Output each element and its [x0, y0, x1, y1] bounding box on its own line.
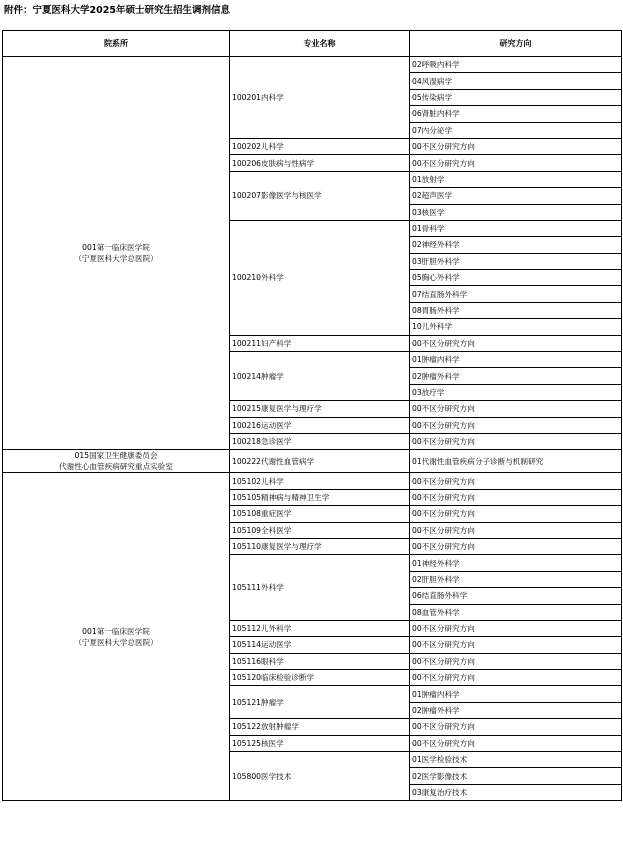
department-name-line: 代谢性心血管疾病研究重点实验室 — [59, 462, 173, 472]
major-cell: 100206皮肤病与性病学 — [230, 155, 410, 171]
major-cell: 100202儿科学 — [230, 138, 410, 154]
direction-cell: 03核医学 — [410, 204, 622, 220]
header-major: 专业名称 — [230, 31, 410, 57]
adjustment-table — [2, 30, 622, 801]
direction-cell: 10儿外科学 — [410, 319, 622, 335]
direction-cell: 07内分泌学 — [410, 122, 622, 138]
direction-cell: 02肿瘤外科学 — [410, 368, 622, 384]
direction-cell: 00不区分研究方向 — [410, 335, 622, 351]
direction-cell: 01肿瘤内科学 — [410, 686, 622, 702]
header-direction: 研究方向 — [410, 31, 622, 57]
major-cell: 100222代谢性血管病学 — [230, 450, 410, 473]
major-cell: 105105精神病与精神卫生学 — [230, 489, 410, 505]
direction-cell: 00不区分研究方向 — [410, 538, 622, 554]
direction-cell: 00不区分研究方向 — [410, 155, 622, 171]
major-cell: 105114运动医学 — [230, 637, 410, 653]
direction-cell: 01放射学 — [410, 171, 622, 187]
major-cell: 100214肿瘤学 — [230, 352, 410, 401]
table-row — [3, 473, 622, 489]
direction-cell: 05传染病学 — [410, 89, 622, 105]
direction-cell: 00不区分研究方向 — [410, 653, 622, 669]
direction-cell: 02呼吸内科学 — [410, 57, 622, 73]
department-name-line: 001第一临床医学院 — [82, 243, 150, 253]
direction-cell: 00不区分研究方向 — [410, 637, 622, 653]
direction-cell: 01医学检验技术 — [410, 752, 622, 768]
major-cell: 105111外科学 — [230, 555, 410, 621]
department-name-line: （宁夏医科大学总医院） — [74, 254, 158, 264]
direction-cell: 01骨科学 — [410, 220, 622, 236]
direction-cell: 00不区分研究方向 — [410, 735, 622, 751]
direction-cell: 01代谢性血管疾病分子诊断与机制研究 — [410, 450, 622, 473]
direction-cell: 04风湿病学 — [410, 73, 622, 89]
page-title: 附件：宁夏医科大学2025年硕士研究生招生调剂信息 — [4, 5, 230, 16]
direction-cell: 00不区分研究方向 — [410, 401, 622, 417]
direction-cell: 03放疗学 — [410, 384, 622, 400]
department-cell — [3, 450, 230, 473]
major-cell: 100211妇产科学 — [230, 335, 410, 351]
department-cell — [3, 57, 230, 450]
major-cell: 105800医学技术 — [230, 752, 410, 801]
table-row — [3, 450, 622, 473]
major-cell: 105120临床检验诊断学 — [230, 670, 410, 686]
direction-cell: 05胸心外科学 — [410, 270, 622, 286]
direction-cell: 01神经外科学 — [410, 555, 622, 571]
direction-cell: 03康复治疗技术 — [410, 784, 622, 800]
direction-cell: 06结直肠外科学 — [410, 588, 622, 604]
table-header-row — [3, 31, 622, 57]
direction-cell: 07结直肠外科学 — [410, 286, 622, 302]
direction-cell: 00不区分研究方向 — [410, 473, 622, 489]
direction-cell: 02医学影像技术 — [410, 768, 622, 784]
direction-cell: 03肝胆外科学 — [410, 253, 622, 269]
direction-cell: 02神经外科学 — [410, 237, 622, 253]
major-cell: 100218急诊医学 — [230, 433, 410, 449]
department-name-line: （宁夏医科大学总医院） — [74, 637, 158, 647]
direction-cell: 02超声医学 — [410, 188, 622, 204]
direction-cell: 00不区分研究方向 — [410, 506, 622, 522]
header-department: 院系所 — [3, 31, 230, 57]
major-cell: 105116眼科学 — [230, 653, 410, 669]
major-cell: 100201内科学 — [230, 57, 410, 139]
direction-cell: 00不区分研究方向 — [410, 138, 622, 154]
major-cell: 100216运动医学 — [230, 417, 410, 433]
direction-cell: 08胃肠外科学 — [410, 302, 622, 318]
major-cell: 105122放射肿瘤学 — [230, 719, 410, 735]
department-name-line: 001第一临床医学院 — [82, 626, 150, 636]
direction-cell: 00不区分研究方向 — [410, 620, 622, 636]
direction-cell: 02肿瘤外科学 — [410, 702, 622, 718]
direction-cell: 00不区分研究方向 — [410, 433, 622, 449]
major-cell: 100215康复医学与理疗学 — [230, 401, 410, 417]
direction-cell: 02肝胆外科学 — [410, 571, 622, 587]
major-cell: 105125核医学 — [230, 735, 410, 751]
table-row — [3, 57, 622, 73]
major-cell: 105109全科医学 — [230, 522, 410, 538]
direction-cell: 00不区分研究方向 — [410, 417, 622, 433]
direction-cell: 00不区分研究方向 — [410, 670, 622, 686]
direction-cell: 00不区分研究方向 — [410, 719, 622, 735]
direction-cell: 08血管外科学 — [410, 604, 622, 620]
major-cell: 105110康复医学与理疗学 — [230, 538, 410, 554]
department-name-line: 015国家卫生健康委员会 — [74, 451, 158, 461]
direction-cell: 01肿瘤内科学 — [410, 352, 622, 368]
direction-cell: 00不区分研究方向 — [410, 522, 622, 538]
major-cell: 105102儿科学 — [230, 473, 410, 489]
major-cell: 105112儿外科学 — [230, 620, 410, 636]
major-cell: 105108重症医学 — [230, 506, 410, 522]
major-cell: 100207影像医学与核医学 — [230, 171, 410, 220]
direction-cell: 00不区分研究方向 — [410, 489, 622, 505]
department-cell — [3, 473, 230, 801]
direction-cell: 06肾脏内科学 — [410, 106, 622, 122]
major-cell: 105121肿瘤学 — [230, 686, 410, 719]
major-cell: 100210外科学 — [230, 220, 410, 335]
